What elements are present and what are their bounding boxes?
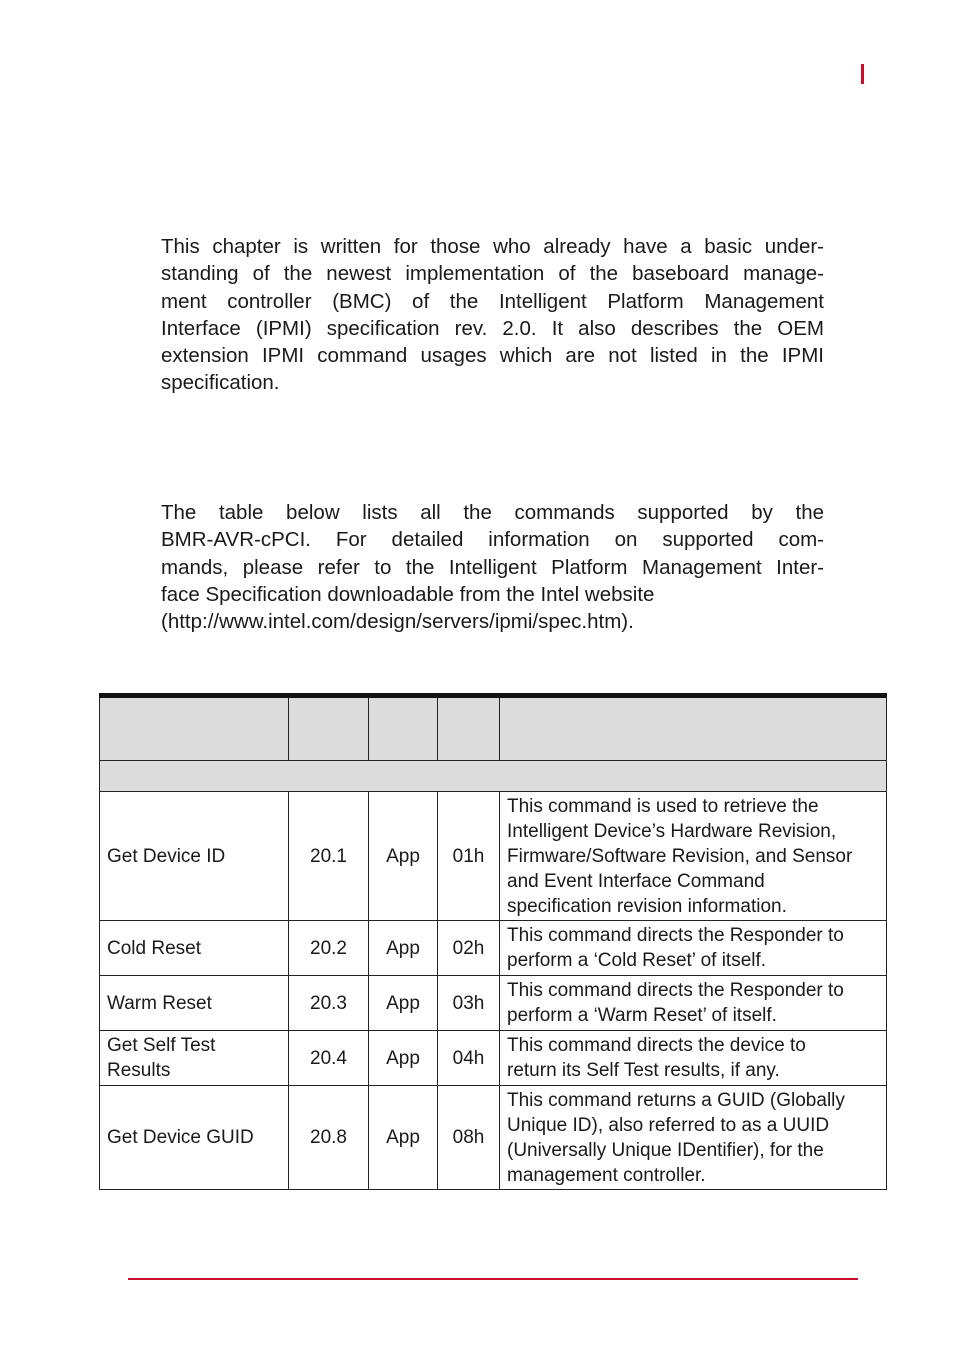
- command-name-line: Results: [107, 1060, 171, 1081]
- netfn-cell: App: [369, 1031, 438, 1086]
- header-cell-netfn: [369, 696, 438, 761]
- table-row: [100, 921, 887, 976]
- netfn-cell: App: [369, 976, 438, 1031]
- cmd-code-cell: 03h: [438, 976, 500, 1031]
- description-line: (Universally Unique IDentifier), for the: [507, 1139, 824, 1161]
- section-cell: 20.3: [289, 976, 369, 1031]
- table-row: [100, 1031, 887, 1086]
- description-line: Unique ID), also referred to as a UUID: [507, 1114, 830, 1136]
- netfn-cell: App: [369, 921, 438, 976]
- description-line: This command is used to retrieve the: [507, 795, 819, 817]
- command-name-line: Get Self Test: [107, 1035, 216, 1056]
- description-line: Firmware/Software Revision, and Sensor: [507, 845, 853, 867]
- description-line: return its Self Test results, if any.: [507, 1060, 780, 1081]
- table-header-row: [100, 696, 887, 761]
- intro-line: ment controller (BMC) of the Intelligent Platform Management: [161, 289, 824, 313]
- table-intro-line: face Specification downloadable from the Intel website: [161, 582, 655, 606]
- description-line: perform a ‘Warm Reset’ of itself.: [507, 1005, 777, 1026]
- intro-line: extension IPMI command usages which are not listed in the IPMI: [161, 344, 824, 368]
- header-cell-cmd: [438, 696, 500, 761]
- table-intro-line: BMR-AVR-cPCI. For detailed information on supported com-: [161, 528, 824, 552]
- section-cell: 20.8: [289, 1086, 369, 1190]
- netfn-cell: App: [369, 792, 438, 921]
- table-intro-paragraph: [161, 499, 824, 635]
- command-name-cell: Warm Reset: [100, 976, 289, 1031]
- netfn-cell: App: [369, 1086, 438, 1190]
- command-name-cell: [100, 1031, 289, 1086]
- table-intro-line: (http://www.intel.com/design/servers/ipmi/spec.htm).: [161, 610, 634, 634]
- intro-line: specification.: [161, 371, 280, 395]
- description-cell: [500, 792, 887, 921]
- table-row: [100, 1086, 887, 1190]
- table-intro-line: The table below lists all the commands supported by the: [161, 501, 824, 524]
- description-line: and Event Interface Command: [507, 870, 765, 892]
- description-line: specification revision information.: [507, 895, 787, 917]
- command-name-cell: Cold Reset: [100, 921, 289, 976]
- footer-rule: [128, 1278, 858, 1280]
- intro-line: standing of the newest implementation of the baseboard manage-: [161, 262, 824, 286]
- cmd-code-cell: 01h: [438, 792, 500, 921]
- ipmi-command-table: [99, 693, 887, 1190]
- section-cell: 20.1: [289, 792, 369, 921]
- description-cell: [500, 921, 887, 976]
- header-cell-description: [500, 696, 887, 761]
- group-label-cell: [100, 761, 887, 792]
- table-row: [100, 976, 887, 1031]
- cmd-code-cell: 08h: [438, 1086, 500, 1190]
- description-cell: [500, 1086, 887, 1190]
- command-name-cell: Get Device ID: [100, 792, 289, 921]
- intro-line: Interface (IPMI) specification rev. 2.0. It also describes the OEM: [161, 316, 824, 340]
- description-line: This command returns a GUID (Globally: [507, 1089, 845, 1111]
- cmd-code-cell: 04h: [438, 1031, 500, 1086]
- table-group-row: [100, 761, 887, 792]
- table-intro-line: mands, please refer to the Intelligent Platform Management Inter-: [161, 555, 824, 579]
- chapter-edge-marker: [861, 64, 864, 84]
- table-row: [100, 792, 887, 921]
- header-cell-command: [100, 696, 289, 761]
- section-cell: 20.4: [289, 1031, 369, 1086]
- cmd-code-cell: 02h: [438, 921, 500, 976]
- description-line: Intelligent Device’s Hardware Revision,: [507, 820, 837, 842]
- intro-paragraph: [161, 233, 824, 397]
- description-line: perform a ‘Cold Reset’ of itself.: [507, 950, 767, 971]
- section-cell: 20.2: [289, 921, 369, 976]
- description-cell: [500, 1031, 887, 1086]
- intro-line: This chapter is written for those who already have a basic under-: [161, 235, 824, 258]
- description-line: This command directs the device to: [507, 1035, 806, 1056]
- description-line: This command directs the Responder to: [507, 925, 844, 946]
- description-cell: [500, 976, 887, 1031]
- header-cell-section: [289, 696, 369, 761]
- description-line: management controller.: [507, 1164, 706, 1186]
- description-line: This command directs the Responder to: [507, 980, 844, 1001]
- command-name-cell: Get Device GUID: [100, 1086, 289, 1190]
